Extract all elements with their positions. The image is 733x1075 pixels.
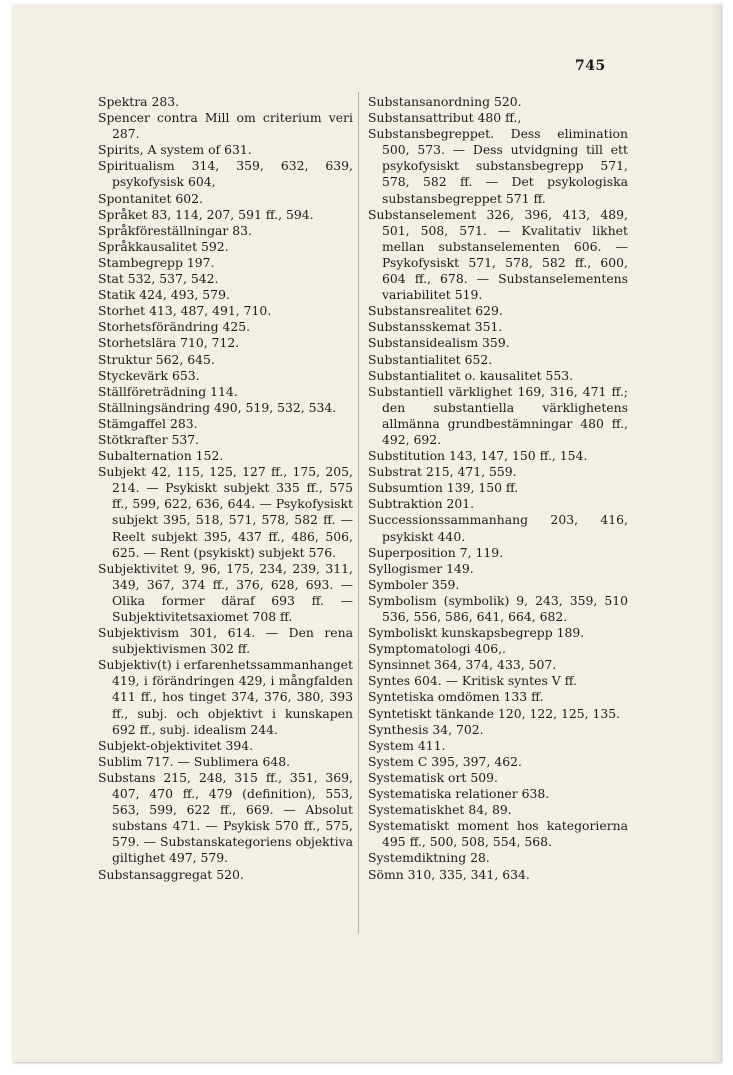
page-edge-shadow bbox=[711, 4, 721, 1062]
index-entry: Substantiell värklighet 169, 316, 471 ff.; den substantiella värklighetens allmänna grundbestämningar 480 ff., 492, 692. bbox=[368, 383, 628, 447]
index-entry: Subjektivism 301, 614. — Den rena subjektivismen 302 ff. bbox=[98, 625, 353, 657]
index-entry: Storhetslära 710, 712. bbox=[98, 335, 240, 351]
index-entry: Sömn 310, 335, 341, 634. bbox=[368, 866, 530, 882]
index-entry: Stötkrafter 537. bbox=[98, 431, 200, 447]
index-entry: Systematiska relationer 638. bbox=[368, 786, 550, 802]
index-entry: Systemdiktning 28. bbox=[368, 850, 490, 866]
index-entry: Subjekt-objektivitet 394. bbox=[98, 737, 254, 753]
index-entry: Substitution 143, 147, 150 ff., 154. bbox=[368, 448, 588, 464]
index-entry: Språkföreställningar 83. bbox=[98, 222, 252, 238]
index-entry: Substans 215, 248, 315 ff., 351, 369, 407, 470 ff., 479 (definition), 553, 563, 599, 622 ff., 669. — Absolut substans 471. — Psykisk 570 ff., 575, 579. — Substanskategoriens objektiva giltighet 497, 579. bbox=[98, 769, 353, 866]
index-entry: Substansanordning 520. bbox=[368, 94, 522, 109]
index-entry: Substansaggregat 520. bbox=[98, 866, 244, 882]
index-entry: Syntetiskt tänkande 120, 122, 125, 135. bbox=[368, 705, 621, 721]
index-entry: Subtraktion 201. bbox=[368, 496, 475, 512]
index-entry: Stämgaffel 283. bbox=[98, 415, 198, 431]
index-entry: Substansidealism 359. bbox=[368, 335, 510, 351]
index-entry: Substansrealitet 629. bbox=[368, 303, 503, 319]
page-number: 745 bbox=[575, 58, 606, 74]
index-entry: Spektra 283. bbox=[98, 94, 180, 109]
index-entry: Substantialitet o. kausalitet 553. bbox=[368, 367, 574, 383]
index-entry: Stat 532, 537, 542. bbox=[98, 271, 219, 287]
index-entry: Ställningsändring 490, 519, 532, 534. bbox=[98, 399, 337, 415]
book-page bbox=[12, 4, 721, 1062]
index-column-left bbox=[98, 94, 353, 883]
index-entry: Spiritualism 314, 359, 632, 639, psykofysisk 604, bbox=[98, 158, 353, 190]
index-entry: Subsumtion 139, 150 ff. bbox=[368, 480, 519, 496]
column-divider bbox=[358, 92, 359, 934]
index-entry: Systematiskt moment hos kategorierna 495 ff., 500, 508, 554, 568. bbox=[368, 818, 628, 850]
index-entry: Subjektivitet 9, 96, 175, 234, 239, 311, 349, 367, 374 ff., 376, 628, 693. — Olika former däraf 693 ff. — Subjektivitetsaxiomet 708 ff. bbox=[98, 560, 353, 624]
index-entry: Substantialitet 652. bbox=[368, 351, 493, 367]
index-column-right bbox=[368, 94, 628, 883]
index-entry: Spencer contra Mill om criterium veri 287. bbox=[98, 110, 353, 142]
index-entry: Språket 83, 114, 207, 591 ff., 594. bbox=[98, 206, 314, 222]
index-entry: Systematiskhet 84, 89. bbox=[368, 802, 512, 818]
index-entry: Substansskemat 351. bbox=[368, 319, 503, 335]
index-entry: Stambegrepp 197. bbox=[98, 254, 215, 270]
index-entry: Substansbegreppet. Dess elimination 500, 573. — Dess utvidgning till ett psykofysiskt substansbegrepp 571, 578, 582 ff. — Det psykologiska substansbegreppet 571 ff. bbox=[368, 126, 628, 206]
index-entry: System C 395, 397, 462. bbox=[368, 753, 522, 769]
index-entry: Subalternation 152. bbox=[98, 448, 224, 464]
index-entry: Symbolism (symbolik) 9, 243, 359, 510 536, 556, 586, 641, 664, 682. bbox=[368, 592, 628, 624]
index-entry: Substansattribut 480 ff., bbox=[368, 110, 522, 126]
index-entry: Styckevärk 653. bbox=[98, 367, 200, 383]
index-entry: Substrat 215, 471, 559. bbox=[368, 464, 517, 480]
index-entry: Superposition 7, 119. bbox=[368, 544, 504, 560]
index-entry: Storhetsförändring 425. bbox=[98, 319, 251, 335]
index-entry: Sublim 717. — Sublimera 648. bbox=[98, 753, 291, 769]
index-entry: Syllogismer 149. bbox=[368, 560, 474, 576]
index-entry: Systematisk ort 509. bbox=[368, 769, 498, 785]
index-entry: Syntetiska omdömen 133 ff. bbox=[368, 689, 544, 705]
index-entry: Subjekt 42, 115, 125, 127 ff., 175, 205, 214. — Psykiskt subjekt 335 ff., 575 ff., 599, 622, 636, 644. — Psykofysiskt subjekt 395, 518, 571, 578, 582 ff. — Reelt subjekt 395, 437 ff., 486, 506, 625. — Rent (psykiskt) subjekt 576. bbox=[98, 464, 353, 560]
index-entry: Storhet 413, 487, 491, 710. bbox=[98, 303, 272, 319]
index-entry: Subjektiv(t) i erfarenhetssammanhanget 419, i förändringen 429, i mångfalden 411 ff., hos tinget 374, 376, 380, 393 ff., subj. och objektivt i kunskapen 692 ff., subj. idealism 244. bbox=[98, 657, 353, 737]
index-entry: Språkkausalitet 592. bbox=[98, 238, 229, 254]
index-entry: Synthesis 34, 702. bbox=[368, 721, 484, 737]
index-entry: Substanselement 326, 396, 413, 489, 501, 508, 571. — Kvalitativ likhet mellan substanselementen 606. — Psykofysiskt 571, 578, 582 ff., 600, 604 ff., 678. — Substanselementens variabilitet 519. bbox=[368, 206, 628, 303]
index-entry: Spirits, A system of 631. bbox=[98, 142, 252, 158]
index-entry: Statik 424, 493, 579. bbox=[98, 287, 230, 303]
index-entry: Symboler 359. bbox=[368, 576, 460, 592]
index-entry: Ställföreträdning 114. bbox=[98, 383, 238, 399]
index-entry: System 411. bbox=[368, 737, 446, 753]
index-entry: Synsinnet 364, 374, 433, 507. bbox=[368, 657, 557, 673]
index-entry: Struktur 562, 645. bbox=[98, 351, 215, 367]
index-entry: Successionssammanhang 203, 416, psykiskt 440. bbox=[368, 512, 628, 544]
index-entry: Syntes 604. — Kritisk syntes V ff. bbox=[368, 673, 577, 689]
index-entry: Spontanitet 602. bbox=[98, 190, 203, 206]
index-entry: Symptomatologi 406,. bbox=[368, 641, 506, 657]
index-entry: Symboliskt kunskapsbegrepp 189. bbox=[368, 625, 585, 641]
